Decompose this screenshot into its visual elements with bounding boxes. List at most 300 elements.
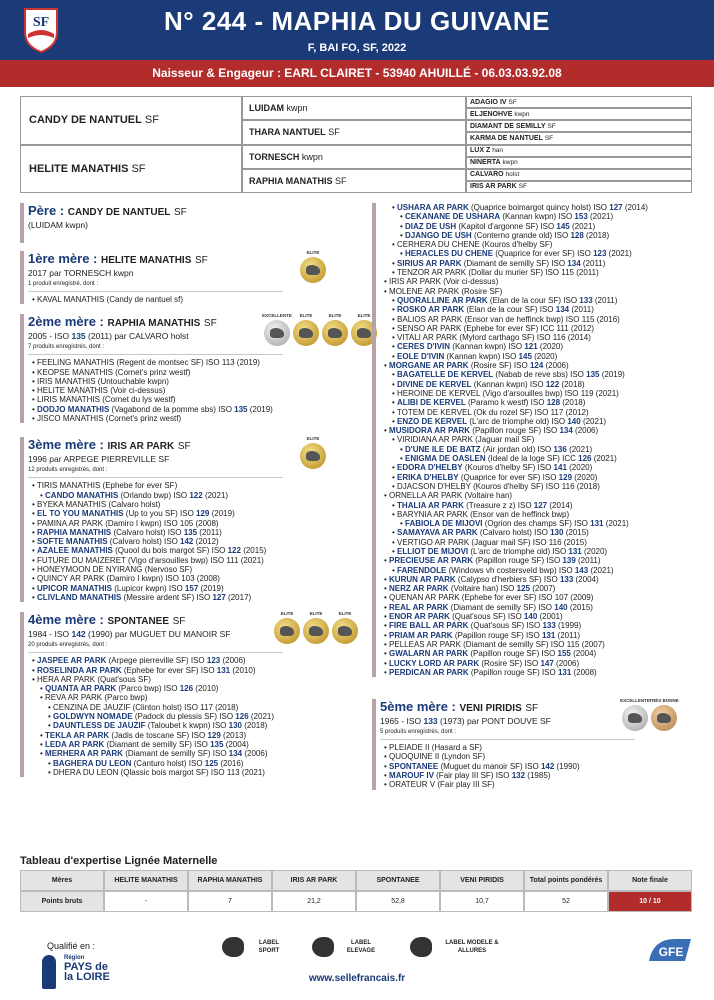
item-detail: (Calvaro holst) ISO [477, 528, 551, 538]
expertise-title: Tableau d'expertise Lignée Maternelle [20, 855, 218, 867]
item-iso: 143 [574, 565, 589, 575]
pedigree-ds-name: TORNESCH [249, 151, 300, 162]
pedigree-dam [20, 145, 242, 194]
item-detail: (Kouros d'helby SF) [479, 240, 553, 250]
item-name: ERIKA D'HELBY [397, 472, 459, 482]
item-detail: (Lupicor kwpn) ISO [112, 583, 185, 593]
list-item: • ENZO DE KERVEL (L'arc de triomphe old) ISO 140 (2021) [392, 416, 607, 426]
item-year: (2001) [537, 612, 563, 622]
item-name: CENZINA DE JAUZIF [53, 702, 131, 712]
item-detail: (Orlando bwp) ISO [118, 490, 190, 500]
mere-1-section [20, 251, 368, 304]
list-item: • GWALARN AR PARK (Papillon rouge SF) ISO 155 (2004) [384, 649, 597, 659]
m4-heading: 4ème mère : SPONTANEE SF [28, 612, 186, 628]
item-year: (2004) [570, 649, 597, 659]
item-detail: (Kannan kwpn) ISO [450, 342, 525, 352]
item-iso: 134 [567, 258, 581, 268]
horse-head-icon [299, 328, 313, 338]
item-detail: (Ephebe for ever SF) ISO 107 (2009) [459, 593, 594, 603]
divider [28, 291, 283, 292]
item-iso: 127 [533, 500, 548, 510]
item-year: (2008) [571, 667, 597, 677]
item-iso: 131 [216, 665, 231, 675]
mere-5-section [372, 699, 696, 789]
pedigree-dd [242, 169, 466, 193]
item-detail: (Elan de la cour SF) ISO [487, 295, 580, 305]
item-detail: (Vigo d'arsouilles bwp) ISO 119 (2021) [480, 388, 619, 398]
item-name: KURUN AR PARK [389, 574, 456, 584]
pedigree-g3-4-name: LUX Z [470, 147, 491, 155]
list-item: • MUSIDORA AR PARK (Papillon rouge SF) ISO 134 (2006) [384, 426, 599, 436]
item-iso: 157 [184, 583, 199, 593]
item-name: PRECIEUSE AR PARK [389, 556, 474, 566]
expertise-header-cell: VENI PIRIDIS [440, 870, 524, 891]
item-name: DJANGO DE USH [405, 230, 472, 240]
item-name: ROSKO AR PARK [397, 305, 465, 315]
item-name: ENIGMA DE OASLEN [405, 454, 486, 464]
item-name: DIVINE DE KERVEL [397, 379, 472, 389]
list-item: • AZALEE MANATHIS (Quool du bois margot SF) ISO 122 (2015) [32, 546, 267, 556]
website-link[interactable]: www.sellefrancais.fr [308, 973, 406, 984]
item-iso: 130 [228, 721, 242, 731]
m5-badges [620, 698, 679, 731]
horse-head-icon [338, 626, 352, 636]
breeder-banner: Naisseur & Engageur : EARL CLAIRET - 53940 AHUILLÉ - 06.03.03.92.08 [0, 60, 714, 87]
horse-head-icon [306, 265, 320, 275]
item-detail: (Damiro I kwpn) ISO 105 (2008) [102, 518, 219, 528]
pedigree-sd [242, 120, 466, 144]
item-detail: (Regent de montsec SF) ISO 113 (2019) [114, 358, 260, 368]
gfe-logo-icon [645, 935, 695, 965]
item-detail: (Candy de nantuel sf) [104, 295, 184, 304]
list-item: • IRIS AR PARK (Voir ci-dessus) [384, 277, 499, 287]
item-year: (2014) [547, 500, 573, 510]
list-item: • DODJO MANATHIS (Vagabond de la pomme sbs) ISO 135 (2019) [32, 404, 273, 414]
item-detail: (Parco bwp) ISO [116, 684, 180, 694]
list-item: • TIRIS MANATHIS (Ephebe for ever SF) [32, 481, 178, 491]
item-iso: 134 [555, 305, 570, 315]
item-year: (2020) [581, 546, 608, 556]
item-year: (2021) [588, 565, 614, 575]
m5-count: 5 produits enregistrés, dont : [380, 729, 457, 736]
item-name: IRIS MANATHIS [37, 376, 96, 386]
item-iso: 141 [553, 463, 567, 473]
pedigree-g3-6-race: holst [505, 171, 520, 179]
item-iso: 133 [579, 295, 593, 305]
item-detail: (Jadis de toscane SF) ISO [109, 730, 208, 740]
m3-heading: 3ème mère : IRIS AR PARK SF [28, 437, 191, 453]
item-name: D'UNE ILE DE BATZ [405, 444, 481, 454]
pedigree-g3-2-race: SF [547, 122, 556, 130]
item-name: JASPEE AR PARK [37, 656, 107, 666]
list-item: • HERA AR PARK (Quat'sous SF) [32, 674, 151, 684]
item-iso: 140 [567, 416, 581, 426]
item-name: MERHERA AR PARK [45, 749, 123, 759]
item-iso: 145 [556, 221, 570, 231]
list-item: • SIRIUS AR PARK (Diamant de semilly SF) ISO 134 (2011) [392, 258, 606, 268]
m1-heading: 1ère mère : HELITE MANATHIS SF [28, 251, 208, 266]
item-detail: (Kouros d'helby SF) ISO 116 (2018) [470, 481, 600, 491]
item-year: (2006) [543, 361, 569, 371]
list-item: • PERDICAN AR PARK (Papillon rouge SF) ISO 131 (2008) [384, 667, 597, 677]
item-name: CERES D'IVIN [397, 342, 451, 352]
item-name: HERA AR PARK [37, 674, 96, 684]
item-iso: 140 [523, 612, 538, 622]
item-name: FEELING MANATHIS [37, 358, 115, 368]
item-detail: (Quat'sous SF) ISO [468, 621, 543, 631]
pedigree-ss-race: kwpn [286, 103, 308, 114]
item-name: VITALI AR PARK [397, 333, 458, 343]
item-name: DJACSON D'HELBY [397, 481, 471, 491]
pedigree-g3-5-race: kwpn [502, 159, 518, 167]
medal-icon: ELITE [322, 320, 348, 346]
item-name: DHERA DU LEON [53, 767, 119, 777]
pedigree-g3-1 [466, 108, 692, 120]
item-name: THALIA AR PARK [397, 500, 464, 510]
item-name: BARYNIA AR PARK [397, 509, 468, 519]
expertise-cell: 52,8 [356, 891, 440, 912]
horse-head-icon [328, 328, 342, 338]
item-detail: (Papillon rouge SF) ISO [470, 426, 560, 436]
pedigree-g3-6 [466, 169, 692, 181]
item-detail: (Conterno grande old) ISO [471, 230, 571, 240]
list-item: • CERHERA DU CHENE (Kouros d'helby SF) [392, 240, 553, 250]
item-detail: (Kouros d'helby SF) ISO [462, 463, 554, 473]
item-year: (2011) [555, 630, 581, 640]
item-year: (2020) [566, 463, 593, 473]
item-iso: 145 [518, 351, 532, 361]
item-name: DIAZ DE USH [405, 221, 457, 231]
m1-count: 1 produit enregistré, dont : [28, 281, 99, 287]
pedigree-g3-5-name: NINERTA [470, 159, 501, 167]
item-name: MAROUF IV [389, 771, 434, 781]
horse-head-icon [280, 626, 294, 636]
item-name: GWALARN AR PARK [389, 649, 469, 659]
item-name: FUTURE DU MAIZERET [37, 555, 126, 565]
item-detail: (Quaprice boimargot quincy holst) ISO [468, 203, 610, 212]
expertise-header-cell: Note finale [608, 870, 692, 891]
list-item: • PLEIADE II (Hasard a SF) [384, 743, 482, 753]
list-item: • DJACSON D'HELBY (Kouros d'helby SF) ISO 116 (2018) [392, 481, 600, 491]
item-year: (2011) [197, 527, 222, 537]
item-year: (2018) [560, 398, 586, 408]
item-name: HEROINE DE KERVEL [397, 388, 481, 398]
pedigree-g3-0-race: SF [508, 98, 517, 106]
list-item: • KAVAL MANATHIS (Candy de nantuel sf) [32, 295, 184, 304]
item-iso: 130 [550, 528, 564, 538]
m5-info: 1965 - ISO 133 (1973) par PONT DOUVE SF [380, 716, 551, 727]
pedigree-g3-2-name: DIAMANT DE SEMILLY [470, 122, 546, 130]
list-item: • MERHERA AR PARK (Diamant de semilly SF) ISO 134 (2006) [40, 749, 268, 759]
item-detail: (Rosire SF) ISO [468, 361, 530, 371]
item-name: REVA AR PARK [45, 693, 103, 703]
item-detail: (Kapitol d'argonne SF) ISO [456, 221, 557, 231]
pedigree-g3-3-name: KARMA DE NANTUEL [470, 134, 543, 142]
m2-heading: 2ème mère : RAPHIA MANATHIS SF [28, 314, 217, 330]
item-name: PRIAM AR PARK [389, 630, 453, 640]
m3-count: 12 produits enregistrés, dont : [28, 467, 108, 474]
list-item: • DIVINE DE KERVEL (Kannan kwpn) ISO 122 (2018) [392, 379, 585, 389]
item-year: (2012) [193, 537, 219, 547]
item-name: ALIBI DE KERVEL [397, 398, 466, 408]
item-year: (2021) [587, 212, 614, 222]
item-iso: 128 [570, 230, 584, 240]
list-item: • ORATEUR V (Fair play III SF) [384, 780, 495, 790]
item-name: DAUNTLESS DE JAUZIF [53, 721, 146, 731]
item-detail: (Calypso d'herbiers SF) ISO [455, 574, 560, 584]
item-name: SAMAYAVA AR PARK [397, 528, 478, 538]
item-name: MORGANE AR PARK [389, 361, 469, 371]
item-year: (2011) [580, 258, 606, 268]
mere-2-section [20, 313, 371, 424]
item-year: (2006) [553, 658, 580, 668]
item-name: PELLEAS AR PARK [389, 639, 461, 649]
item-iso: 142 [180, 537, 194, 547]
list-item: • ALIBI DE KERVEL (Paramo k westf) ISO 128 (2018) [392, 398, 586, 408]
expertise-cell: - [104, 891, 188, 912]
list-item: • BALIOS AR PARK (Ensor van de heffinck bwp) ISO 115 (2016) [392, 314, 620, 324]
item-year: (2007) [529, 584, 556, 594]
pedigree-g3-7-name: IRIS AR PARK [470, 183, 517, 191]
item-year: (2010) [230, 665, 256, 675]
item-name: MOLENE AR PARK [389, 286, 460, 296]
item-detail: (Voir ci-dessus) [108, 386, 166, 396]
item-detail: (Nabab de reve sbs) ISO [493, 370, 587, 380]
item-iso: 135 [210, 739, 224, 749]
list-item: • TOTEM DE KERVEL (Ok du rozel SF) ISO 117 (2012) [392, 407, 589, 417]
item-year: (2020) [531, 351, 558, 361]
item-detail: (Ephebe for ever SF) ISO [121, 665, 217, 675]
item-iso: 133 [542, 621, 556, 631]
item-year: (2021) [202, 490, 229, 500]
item-iso: 127 [609, 203, 623, 212]
expertise-table [20, 870, 692, 912]
item-detail: (Ensor van de heffinck bwp) ISO 115 (2016) [462, 314, 620, 324]
item-detail: (Jaguar mail SF) [472, 435, 535, 445]
item-detail: (Diamant de semilly SF) ISO [461, 258, 568, 268]
item-iso: 142 [540, 761, 555, 771]
item-detail: (Vigo d'arsouilles bwp) ISO 111 (2021) [125, 555, 264, 565]
item-iso: 140 [554, 602, 568, 612]
item-year: (2006) [572, 426, 599, 436]
horse-title: N° 244 - MAPHIA DU GUIVANE [163, 6, 550, 36]
item-detail: (Voltaire han) ISO [448, 584, 517, 594]
item-year: (2018) [559, 379, 585, 389]
item-year: (2004) [573, 574, 599, 584]
list-item: • KURUN AR PARK (Calypso d'herbiers SF) ISO 133 (2004) [384, 574, 599, 584]
expertise-header-row [20, 870, 692, 891]
pedigree-g3-7 [466, 181, 692, 193]
item-detail: (Damiro I kwpn) ISO 103 (2008) [104, 574, 220, 584]
list-item: • FABIOLA DE MIJOVI (Ogrion des champs SF) ISO 131 (2021) [400, 519, 629, 529]
item-name: PLEIADE II [389, 743, 430, 753]
item-iso: 131 [541, 630, 556, 640]
list-item: • THALIA AR PARK (Treasure z z) ISO 127 (2014) [392, 500, 573, 510]
list-item: • ERIKA D'HELBY (Quaprice for ever SF) ISO 129 (2020) [392, 472, 598, 482]
list-item: • MAROUF IV (Fair play III SF) ISO 132 (1985) [384, 771, 551, 781]
item-detail: (Calvaro holst) ISO [107, 537, 181, 547]
item-iso: 135 [183, 527, 198, 537]
list-item: • PAMINA AR PARK (Damiro I kwpn) ISO 105 (2008) [32, 518, 219, 528]
list-item: • QUENAN AR PARK (Ephebe for ever SF) ISO 107 (2009) [384, 593, 594, 603]
list-item: • ROSKO AR PARK (Elan de la cour SF) ISO 134 (2011) [392, 305, 594, 315]
item-name: LEDA AR PARK [45, 739, 105, 749]
list-item: • REAL AR PARK (Diamant de semilly SF) ISO 140 (2015) [384, 602, 593, 612]
list-item: • FARENDOLE (Windows vh costersveld bwp) ISO 143 (2021) [392, 565, 614, 575]
item-iso: 127 [212, 592, 226, 602]
item-detail: (Windows vh costersveld bwp) ISO [446, 565, 575, 575]
list-item: • VIRIDIANA AR PARK (Jaguar mail SF) [392, 435, 535, 445]
list-item: • DHERA DU LEON (Qlassic bois margot SF) ISO 113 (2021) [48, 767, 265, 777]
item-detail: (Voir ci-dessus) [440, 277, 499, 287]
pedigree-g3-1-name: ELJENOHVE [470, 110, 513, 118]
pedigree-sire-race: SF [144, 114, 159, 127]
item-detail: (Ideal de la loge SF) ICC [485, 454, 579, 464]
item-year: (2015) [563, 528, 589, 538]
list-item: • KEOPSE MANATHIS (Cornet's prinz westf) [32, 367, 191, 377]
list-item: • IRIS MANATHIS (Untouchable kwpn) [32, 376, 169, 386]
item-detail: (Calvaro holst) ISO [111, 527, 184, 537]
medal-icon: ELITE [303, 618, 329, 644]
list-item: • VERTIGO AR PARK (Jaguar mail SF) ISO 116 (2015) [392, 537, 587, 547]
medal-icon: ELITE [351, 320, 377, 346]
list-item: • VITALI AR PARK (Mylord carthago SF) ISO 116 (2014) [392, 333, 591, 343]
list-item: • REVA AR PARK (Parco bwp) [40, 693, 148, 703]
list-item: • QUOQUINE II (Lyndon SF) [384, 752, 486, 762]
item-detail: (Calvaro holst) [106, 499, 161, 509]
item-name: MUSIDORA AR PARK [389, 426, 471, 436]
item-name: QUENAN AR PARK [389, 593, 460, 603]
list-item: • CENZINA DE JAUZIF (Clinton holst) ISO 117 (2018) [48, 702, 239, 712]
item-name: CLIVLAND MANATHIS [37, 592, 122, 602]
pedigree-table [20, 96, 692, 193]
item-year: (2021) [603, 519, 629, 529]
list-item: • BARYNIA AR PARK (Ensor van de heffinck bwp) [392, 509, 570, 519]
label-modele: LABEL MODELE & ALLURES [445, 940, 499, 954]
m4-count: 20 produits enregistrés, dont : [28, 642, 108, 649]
item-detail: (Rosire SF) ISO [479, 658, 541, 668]
list-item: • CLIVLAND MANATHIS (Messire ardent SF) ISO 127 (2017) [32, 592, 252, 602]
item-iso: 133 [559, 574, 574, 584]
list-item: • FEELING MANATHIS (Regent de montsec SF) ISO 113 (2019) [32, 358, 260, 368]
mere-4-section [20, 612, 368, 777]
expertise-cell: 7 [188, 891, 272, 912]
item-name: VERTIGO AR PARK [397, 537, 470, 547]
list-item: • FIRE BALL AR PARK (Quat'sous SF) ISO 133 (1999) [384, 621, 582, 631]
horse-head-icon [309, 626, 323, 636]
list-item: • ORNELLA AR PARK (Voltaire han) [384, 491, 513, 501]
item-detail: (Voltaire han) [462, 491, 513, 501]
list-item: • EDORA D'HELBY (Kouros d'helby SF) ISO 141 (2020) [392, 463, 593, 473]
item-name: BYEKA MANATHIS [37, 499, 107, 509]
item-year: (2019) [247, 404, 273, 414]
item-name: GOLDWYN NOMADE [53, 712, 133, 722]
expertise-header-cell: Mères [20, 870, 104, 891]
medal-icon: ELITE [332, 618, 358, 644]
item-name: BALIOS AR PARK [397, 314, 463, 324]
horse-subtitle: F, BAI FO, SF, 2022 [307, 42, 407, 54]
pedigree-dd-race: SF [335, 175, 347, 186]
medal-icon: EXCELLENTE [264, 320, 290, 346]
item-iso: 123 [593, 249, 607, 259]
svg-text:GFE: GFE [658, 945, 684, 959]
item-name: QUINCY AR PARK [37, 574, 105, 584]
divider [28, 477, 283, 478]
list-item: • EL TO YOU MANATHIS (Up to you SF) ISO 129 (2019) [32, 509, 235, 519]
right-column [372, 203, 696, 790]
item-year: (2019) [599, 370, 625, 380]
item-name: SOFTE MANATHIS [37, 537, 108, 547]
item-iso: 128 [546, 398, 561, 408]
pere-heading: Père : CANDY DE NANTUEL SF [28, 203, 187, 218]
item-year: (2016) [218, 758, 244, 768]
item-iso: 139 [562, 556, 576, 566]
item-detail: (Jaguar mail SF) ISO 116 (2015) [469, 537, 587, 547]
item-year: (2018) [242, 721, 268, 731]
list-item: • SAMAYAVA AR PARK (Calvaro holst) ISO 130 (2015) [392, 528, 589, 538]
item-iso: 132 [511, 771, 526, 781]
item-detail: (Muguet du manoir SF) ISO [438, 761, 541, 771]
item-name: RAPHIA MANATHIS [37, 527, 112, 537]
list-item: • SOFTE MANATHIS (Calvaro holst) ISO 142 (2012) [32, 537, 219, 547]
pedigree-g3-2 [466, 120, 692, 132]
list-item: • DAUNTLESS DE JAUZIF (Taloubet k kwpn) ISO 130 (2018) [48, 721, 268, 731]
qualified-label: Qualifié en : [47, 941, 96, 951]
item-detail: (Kannan kwpn) ISO [500, 212, 575, 222]
item-name: LIRIS MANATHIS [37, 395, 101, 405]
item-detail: (Quaprice for ever SF) ISO [458, 472, 559, 482]
left-column [20, 203, 371, 777]
item-year: (2019) [198, 583, 224, 593]
list-item: • ENIGMA DE OASLEN (Ideal de la loge SF) ICC 126 (2021) [400, 454, 617, 464]
item-iso: 135 [586, 370, 600, 380]
item-name: EOLE D'IVIN [397, 351, 445, 361]
item-iso: 121 [524, 342, 538, 352]
pedigree-ds [242, 145, 466, 169]
pedigree-dam-name: HELITE MANATHIS [29, 162, 129, 175]
item-detail: (Nervoso SF) [142, 565, 193, 575]
pedigree-g3-7-race: SF [518, 183, 527, 191]
expertise-cell: 10 / 10 [608, 891, 692, 912]
item-detail: (Clinton holst) ISO 117 (2018) [130, 702, 239, 712]
pere-section [20, 203, 368, 243]
item-name: TENZOR AR PARK [396, 268, 467, 278]
item-detail: (Vagabond de la pomme sbs) ISO [109, 404, 235, 414]
item-name: FABIOLA DE MIJOVI [405, 519, 483, 529]
item-name: CERHERA DU CHENE [397, 240, 480, 250]
item-detail: (Rosire SF) [459, 286, 503, 296]
item-name: HELITE MANATHIS [37, 386, 109, 396]
pedigree-sd-name: THARA NANTUEL [249, 127, 326, 138]
expertise-header-cell: HELITE MANATHIS [104, 870, 188, 891]
item-detail: (Quool du bois margot SF) ISO [112, 546, 228, 556]
item-year: (2015) [240, 546, 267, 556]
item-iso: 122 [545, 379, 560, 389]
item-year: (2006) [220, 656, 246, 666]
list-item: • PELLEAS AR PARK (Diamant de semilly SF) ISO 115 (2007) [384, 639, 605, 649]
horse-head-icon [628, 713, 642, 723]
item-name: FARENDOLE [397, 565, 447, 575]
item-detail: (Papillon rouge SF) ISO [468, 667, 558, 677]
item-detail: (Papillon rouge SF) ISO [468, 649, 558, 659]
list-item: • GOLDWYN NOMADE (Padock du plessis SF) ISO 126 (2021) [48, 712, 275, 722]
item-year: (2020) [572, 472, 598, 482]
medal-icon: EXCELLENTE [622, 705, 648, 731]
item-detail: (Ok du rozel SF) ISO 117 (2012) [471, 407, 589, 417]
expertise-cell: 52 [524, 891, 608, 912]
item-name: ROSELINDA AR PARK [37, 665, 122, 675]
item-name: ORNELLA AR PARK [389, 491, 463, 501]
